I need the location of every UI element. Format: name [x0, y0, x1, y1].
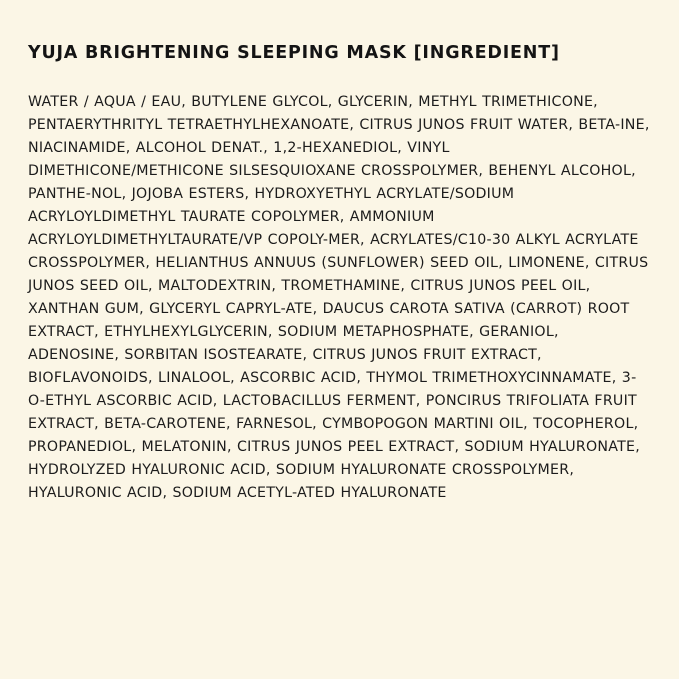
page-title: YUJA BRIGHTENING SLEEPING MASK [INGREDIENT] — [28, 43, 560, 63]
ingredient-list-text: WATER / AQUA / EAU, BUTYLENE GLYCOL, GLYCERIN, METHYL TRIMETHICONE, PENTAERYTHRITYL TETRAETHYLHEXANOATE, CITRUS JUNOS FRUIT WATER, BETA-INE, NIACINAMIDE, ALCOHOL DENAT., 1,2-HEXANEDIOL, VINYL DIMETHICONE/METHICONE SILSESQUIOXANE CROSSPOLYMER, BEHENYL ALCOHOL, PANTHE-NOL, JOJOBA ESTERS, HYDROXYETHYL ACRYLATE/SODIUM ACRYLOYLDIMETHYL TAURATE COPOLYMER, AMMONIUM ACRYLOYLDIMETHYLTAURATE/VP COPOLY-MER, ACRYLATES/C10-30 ALKYL ACRYLATE CROSSPOLYMER, HELIANTHUS ANNUUS (SUNFLOWER) SEED OIL, LIMONENE, CITRUS JUNOS SEED OIL, MALTODEXTRIN, TROMETHAMINE, CITRUS JUNOS PEEL OIL, XANTHAN GUM, GLYCERYL CAPRYL-ATE, DAUCUS CAROTA SATIVA (CARROT) ROOT EXTRACT, ETHYLHEXYLGLYCERIN, SODIUM METAPHOSPHATE, GERANIOL, ADENOSINE, SORBITAN ISOSTEARATE, CITRUS JUNOS FRUIT EXTRACT, BIOFLAVONOIDS, LINALOOL, ASCORBIC ACID, THYMOL TRIMETHOXYCINNAMATE, 3-O-ETHYL ASCORBIC ACID, LACTOBACILLUS FERMENT, PONCIRUS TRIFOLIATA FRUIT EXTRACT, BETA-CAROTENE, FARNESOL, CYMBOPOGON MARTINI OIL, TOCOPHEROL, PROPANEDIOL, MELATONIN, CITRUS JUNOS PEEL EXTRACT, SODIUM HYALURONATE, HYDROLYZED HYALURONIC ACID, SODIUM HYALURONATE CROSSPOLYMER, HYALURONIC ACID, SODIUM ACETYL-ATED HYALURONATE — [28, 93, 650, 501]
